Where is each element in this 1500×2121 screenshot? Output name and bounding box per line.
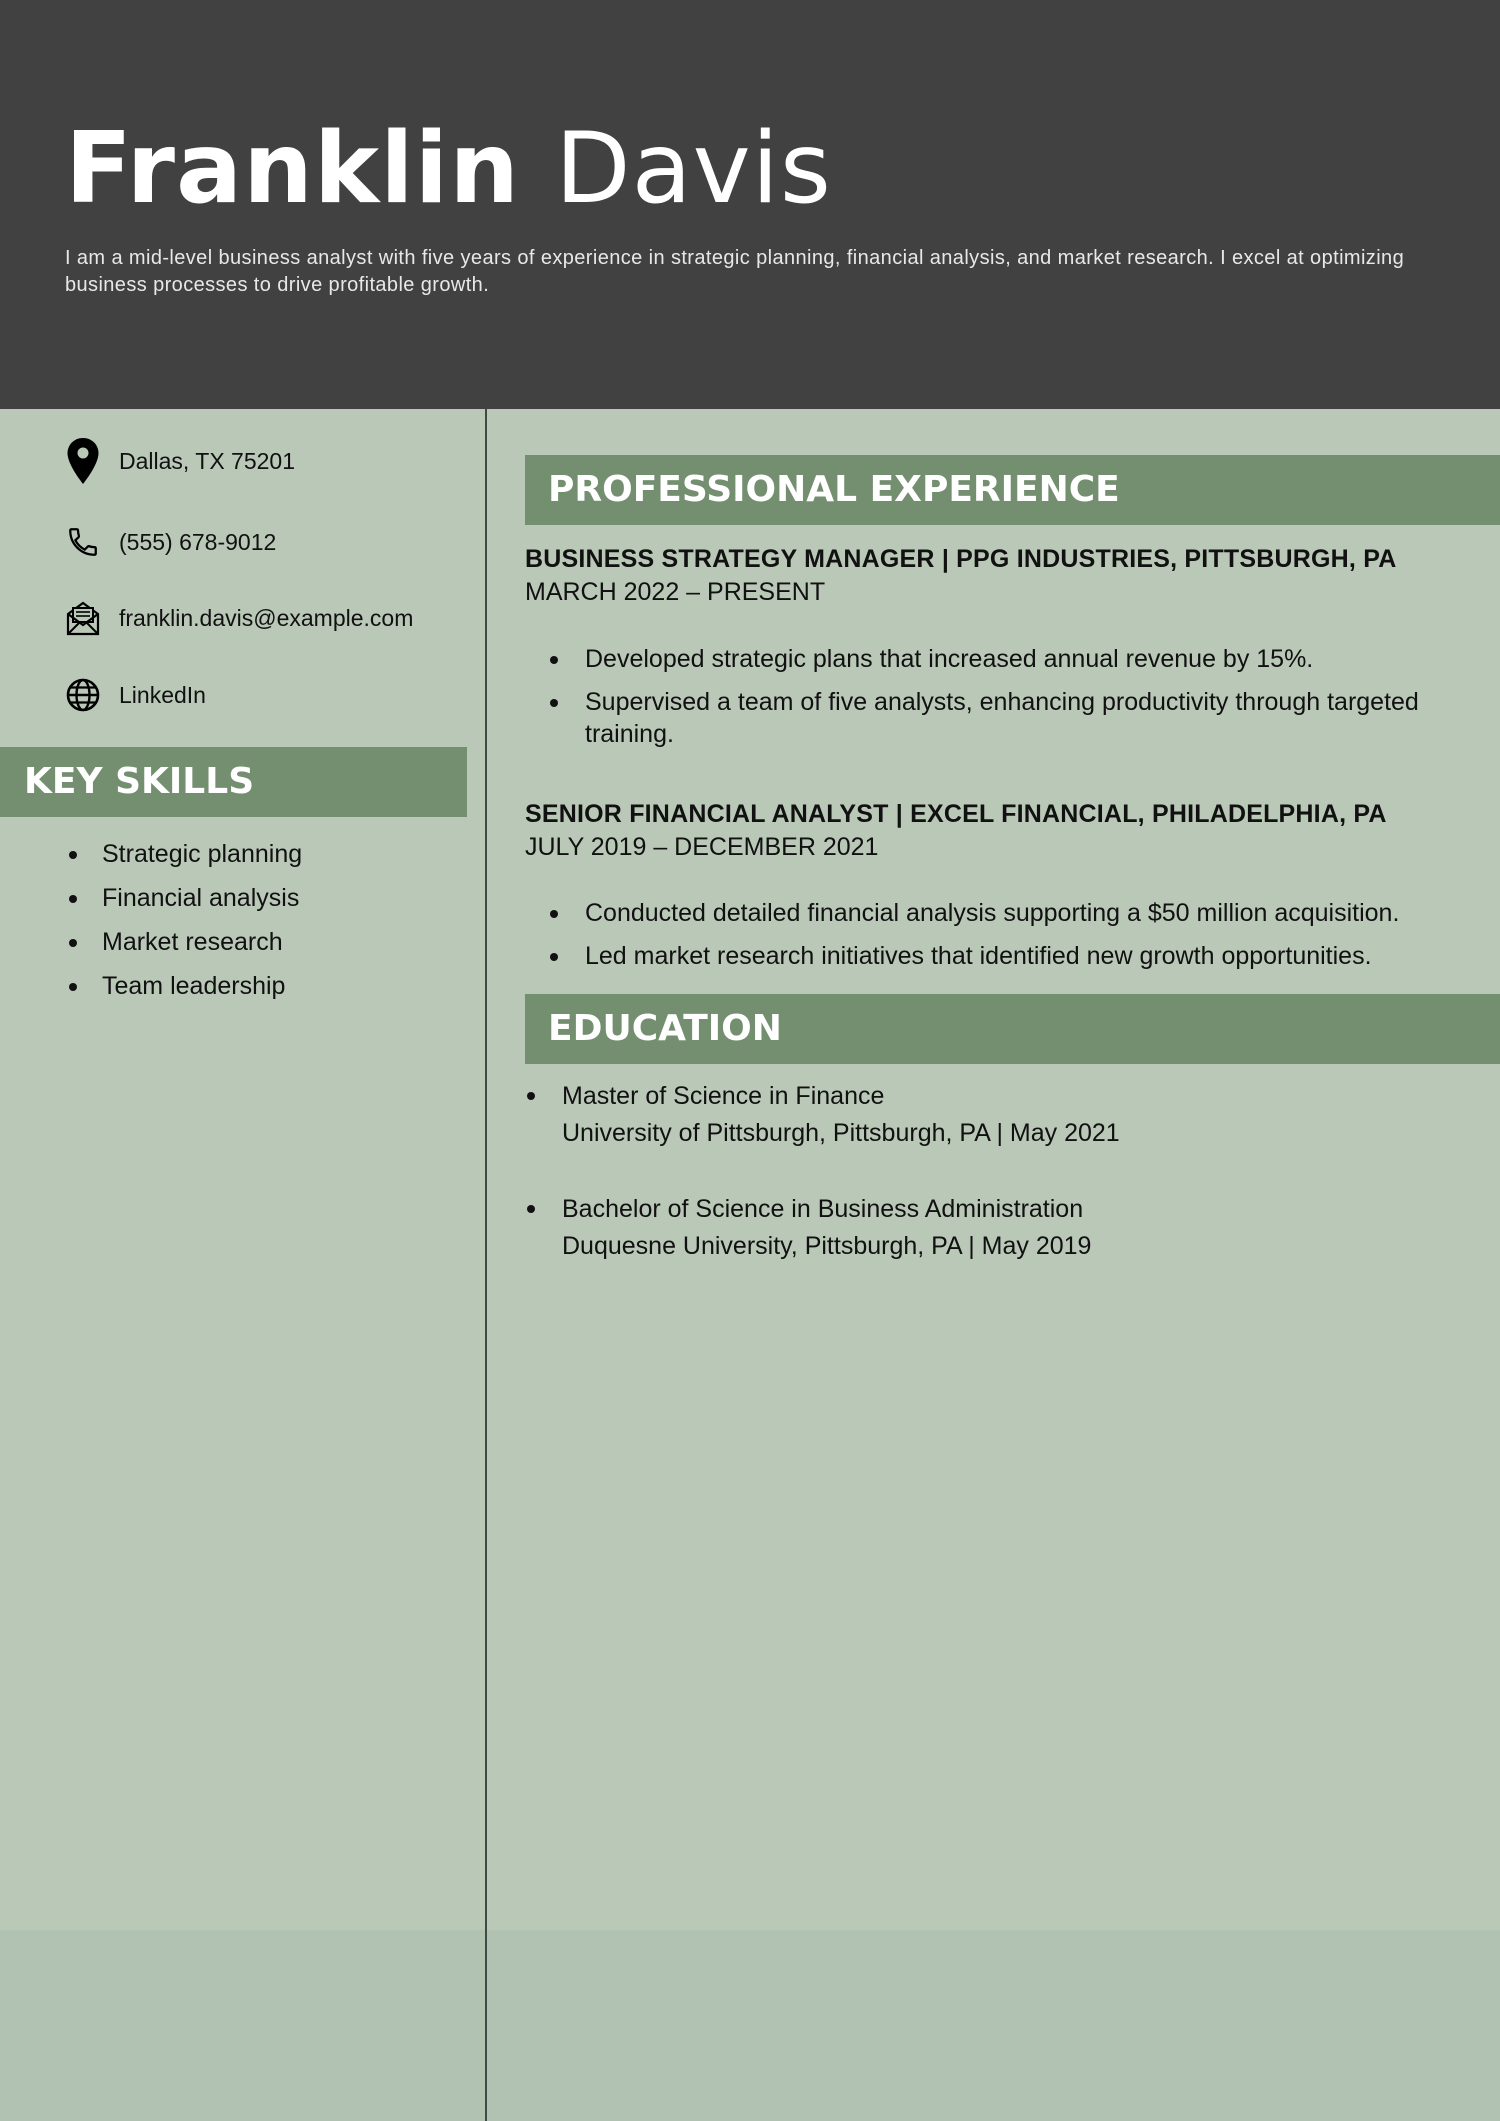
job-bullet: Conducted detailed financial analysis supporting a $50 million acquisition.	[548, 897, 1468, 929]
education-item	[525, 1078, 1120, 1152]
mail-icon	[65, 600, 101, 636]
job-bullet: Developed strategic plans that increased annual revenue by 15%.	[548, 643, 1468, 675]
candidate-name	[65, 104, 832, 234]
job-bullet: Led market research initiatives that identified new growth opportunities.	[548, 940, 1468, 972]
skills-list	[65, 834, 302, 1010]
column-divider	[485, 409, 487, 2121]
phone-text[interactable]: (555) 678-9012	[119, 528, 277, 555]
school-name: University of Pittsburgh, Pittsburgh, PA | May 2021	[562, 1119, 1120, 1147]
contact-location	[65, 443, 295, 479]
experience-title: PROFESSIONAL EXPERIENCE	[548, 469, 1120, 510]
skill-item: Strategic planning	[65, 834, 302, 878]
job-title: BUSINESS STRATEGY MANAGER | PPG INDUSTRIES, PITTSBURGH, PA	[525, 545, 1397, 573]
job-bullets	[548, 897, 1468, 983]
email-link[interactable]: franklin.davis@example.com	[119, 604, 414, 631]
globe-icon	[65, 677, 101, 713]
contact-linkedin	[65, 677, 206, 713]
contact-email	[65, 600, 413, 636]
map-pin-icon	[65, 443, 101, 479]
list-bullet	[527, 1205, 535, 1213]
experience-band	[525, 455, 1500, 525]
key-skills-band	[0, 747, 467, 817]
job-title: SENIOR FINANCIAL ANALYST | EXCEL FINANCIAL, PHILADELPHIA, PA	[525, 800, 1387, 828]
education-title: EDUCATION	[548, 1008, 782, 1049]
summary-text: I am a mid-level business analyst with five years of experience in strategic planning, financial analysis, and market research. I excel at optimizing business processes to drive profitable growth.	[65, 247, 1405, 296]
list-bullet	[527, 1092, 535, 1100]
linkedin-link[interactable]: LinkedIn	[119, 681, 206, 708]
skill-item: Financial analysis	[65, 878, 302, 922]
location-text: Dallas, TX 75201	[119, 447, 296, 474]
job-bullet: Supervised a team of five analysts, enhancing productivity through targeted training.	[548, 686, 1468, 750]
contact-phone	[65, 524, 276, 560]
education-item	[525, 1191, 1091, 1265]
job-dates: JULY 2019 – DECEMBER 2021	[525, 833, 879, 861]
school-name: Duquesne University, Pittsburgh, PA | May 2019	[562, 1232, 1092, 1260]
degree-name: Bachelor of Science in Business Administration	[562, 1195, 1084, 1223]
skill-item: Team leadership	[65, 966, 302, 1010]
job-dates: MARCH 2022 – PRESENT	[525, 578, 826, 606]
skill-item: Market research	[65, 922, 302, 966]
resume-header	[0, 0, 1500, 409]
phone-icon	[65, 524, 101, 560]
degree-name: Master of Science in Finance	[562, 1082, 885, 1110]
first-name: Franklin	[65, 112, 521, 226]
last-name: Davis	[555, 112, 832, 226]
footer-band	[0, 1930, 1500, 2121]
job-bullets	[548, 643, 1468, 761]
key-skills-title: KEY SKILLS	[24, 761, 255, 802]
education-band	[525, 994, 1500, 1064]
